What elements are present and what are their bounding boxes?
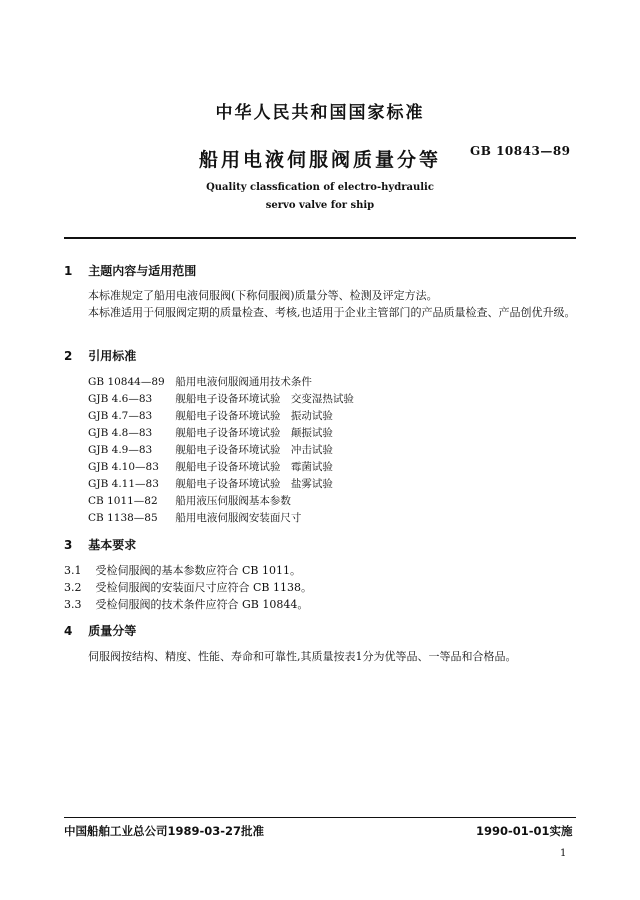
reference-code: CB 1011—82 (88, 495, 158, 507)
requirement-item (64, 596, 308, 612)
reference-item (88, 374, 312, 389)
section-title: 引用标准 (88, 349, 137, 363)
reference-name: 舰船电子设备环境试验 霉菌试验 (175, 461, 333, 473)
item-text: 受检伺服阀的技术条件应符合 GB 10844。 (95, 598, 309, 611)
reference-code: GJB 4.6—83 (88, 393, 153, 405)
page-number: 1 (560, 848, 567, 859)
reference-name: 舰船电子设备环境试验 盐雾试验 (175, 478, 333, 490)
item-number: 3.3 (64, 598, 82, 611)
section-number: 3 (64, 538, 73, 552)
reference-item (88, 476, 333, 491)
paragraph-text: 本标准适用于伺服阀定期的质量检查、考核,也适用于企业主管部门的产品质量检查、产品创优升级。 (88, 306, 576, 319)
reference-item (88, 442, 333, 457)
reference-name: 舰船电子设备环境试验 交变湿热试验 (175, 393, 354, 405)
item-text: 受检伺服阀的基本参数应符合 CB 1011。 (95, 564, 301, 577)
section-2-heading (64, 347, 136, 364)
reference-item (88, 408, 333, 423)
reference-name: 船用电液伺服阀通用技术条件 (175, 376, 312, 388)
section-4-paragraph-1 (64, 648, 576, 665)
reference-code: GJB 4.10—83 (88, 461, 159, 473)
reference-code: GJB 4.8—83 (88, 427, 153, 439)
reference-name: 舰船电子设备环境试验 振动试验 (175, 410, 333, 422)
bottom-divider (64, 817, 576, 818)
reference-item (88, 493, 291, 508)
approval-note: 中国船舶工业总公司1989-03-27批准 (64, 824, 265, 838)
reference-name: 船用电液伺服阀安装面尺寸 (175, 512, 302, 524)
section-1-paragraph-2 (64, 304, 576, 321)
implementation-date: 1990-01-01实施 (476, 824, 573, 838)
paragraph-text: 伺服阀按结构、精度、性能、寿命和可靠性,其质量按表1分为优等品、一等品和合格品。 (88, 650, 517, 663)
reference-code: GJB 4.9—83 (88, 444, 153, 456)
top-divider (64, 237, 576, 239)
section-number: 1 (64, 264, 73, 278)
section-3-heading (64, 536, 136, 553)
reference-item (88, 459, 333, 474)
reference-item (88, 391, 354, 406)
item-text: 受检伺服阀的安装面尺寸应符合 CB 1138。 (95, 581, 312, 594)
reference-item (88, 510, 301, 525)
reference-code: GB 10844—89 (88, 376, 165, 388)
section-title: 主题内容与适用范围 (88, 264, 197, 278)
paragraph-text: 本标准规定了船用电液伺服阀(下称伺服阀)质量分等、检测及评定方法。 (88, 289, 438, 302)
section-number: 4 (64, 624, 73, 638)
requirement-item (64, 562, 301, 578)
national-standard-heading: 中华人民共和国国家标准 (215, 103, 425, 123)
section-1-heading (64, 262, 196, 279)
reference-name: 舰船电子设备环境试验 颠振试验 (175, 427, 333, 439)
standard-code: GB 10843—89 (470, 144, 571, 158)
reference-code: GJB 4.11—83 (88, 478, 159, 490)
section-number: 2 (64, 349, 73, 363)
section-title: 基本要求 (88, 538, 137, 552)
section-4-heading (64, 622, 136, 639)
requirement-item (64, 579, 312, 595)
reference-code: GJB 4.7—83 (88, 410, 153, 422)
reference-code: CB 1138—85 (88, 512, 158, 524)
item-number: 3.1 (64, 564, 82, 577)
reference-name: 舰船电子设备环境试验 冲击试验 (175, 444, 333, 456)
section-1-paragraph-1 (64, 287, 576, 304)
english-title-line-1: Quality classfication of electro-hydraulic (206, 182, 434, 193)
reference-item (88, 425, 333, 440)
english-title-line-2: servo valve for ship (265, 200, 375, 211)
section-title: 质量分等 (88, 624, 137, 638)
reference-name: 船用液压伺服阀基本参数 (175, 495, 291, 507)
document-title: 船用电液伺服阀质量分等 (198, 149, 441, 171)
item-number: 3.2 (64, 581, 82, 594)
